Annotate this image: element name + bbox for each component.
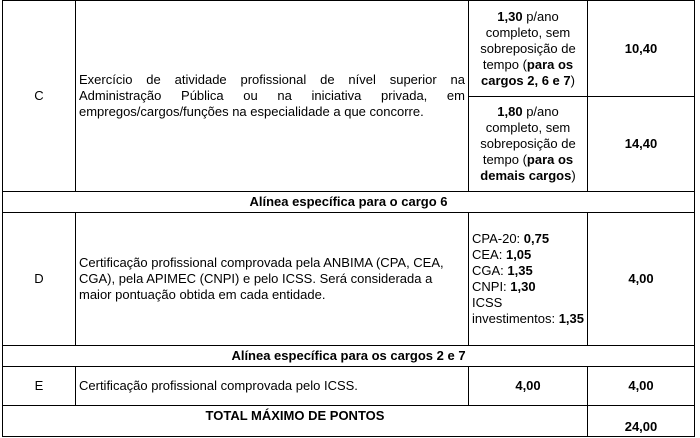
- row-e-unit-value: 4,00: [515, 378, 541, 393]
- option1-text: p/ano completo, sem sobreposição de tempo (: [480, 8, 576, 72]
- row-c-letter: C: [34, 88, 44, 103]
- row-d-description: Certificação profissional comprovada pela ANBIMA (CPA, CEA, CGA), pela APIMEC (CNPI) e pelo ICSS. Será considerada a maior pontuação obtida em cada entidade.: [79, 255, 444, 302]
- row-e-letter: E: [34, 378, 44, 393]
- section-heading-cargo6: Alínea específica para o cargo 6: [249, 194, 448, 209]
- total-value: 24,00: [624, 419, 658, 434]
- option2-text: p/ano completo, sem sobreposição de tempo (: [480, 104, 576, 167]
- row-d-points: 4,00: [628, 271, 654, 286]
- row-c-option2: [471, 97, 585, 191]
- option1-cargos: para os cargos 2, 6 e 7: [481, 56, 574, 88]
- score-line: CGA: 1,35: [472, 263, 533, 278]
- option2-value: 1,80: [497, 104, 523, 119]
- option1-value: 1,30: [497, 8, 523, 24]
- rule: [2, 436, 695, 437]
- row-e-description: Certificação profissional comprovada pelo ICSS.: [79, 378, 358, 393]
- rule: [75, 212, 76, 346]
- rule: [75, 0, 76, 192]
- total-label: TOTAL MÁXIMO DE PONTOS: [205, 408, 385, 423]
- option2-cargos: para os demais cargos: [480, 152, 574, 183]
- score-line: CPA-20: 0,75: [472, 231, 550, 246]
- row-d-letter: D: [34, 271, 44, 286]
- rule: [694, 0, 695, 437]
- scoring-table: [2, 0, 695, 437]
- score-line: CNPI: 1,30: [472, 279, 536, 294]
- row-c-option1-points: 10,40: [624, 40, 658, 56]
- rule: [468, 0, 469, 192]
- section-heading-cargos-2-7: Alínea específica para os cargos 2 e 7: [231, 348, 466, 363]
- rule: [468, 212, 469, 346]
- row-d-scores: [472, 213, 584, 345]
- row-e-points: 4,00: [628, 378, 654, 393]
- option1-close: ): [570, 72, 575, 88]
- score-line: CEA: 1,05: [472, 247, 532, 262]
- row-c-option2-points: 14,40: [624, 136, 658, 151]
- rule: [75, 366, 76, 406]
- row-c-option1: [471, 1, 585, 96]
- score-line: ICSS investimentos: 1,35: [472, 295, 585, 326]
- option2-close: ): [571, 168, 576, 183]
- row-c-description: Exercício de atividade profissional de nível superior na Administração Pública ou na iniciativa privada, em empregos/cargos/funções na especialidade a que concorre.: [79, 72, 465, 119]
